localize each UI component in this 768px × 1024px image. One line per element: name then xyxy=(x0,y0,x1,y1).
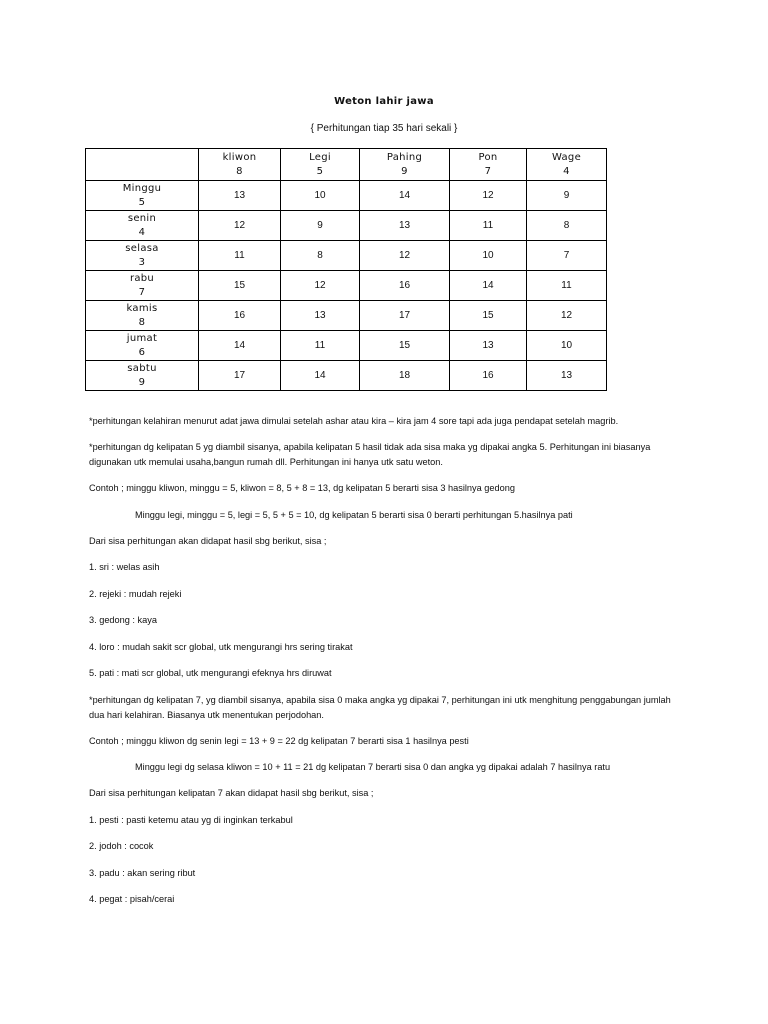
example-paragraph: Minggu legi dg selasa kliwon = 10 + 11 = 21 dg kelipatan 7 berarti sisa 0 dan angka yg dipakai adalah 7 hasilnya ratu xyxy=(135,762,611,772)
column-header: kliwon 8 xyxy=(199,149,281,181)
table-cell: 15 xyxy=(199,271,281,301)
table-cell: 14 xyxy=(360,181,450,211)
table-cell: 11 xyxy=(281,331,360,361)
list-item: 3. gedong : kaya xyxy=(89,615,157,625)
table-cell: 13 xyxy=(281,301,360,331)
example-paragraph: Contoh ; minggu kliwon, minggu = 5, kliwon = 8, 5 + 8 = 13, dg kelipatan 5 berarti sisa 3 hasilnya gedong xyxy=(89,483,515,493)
table-row xyxy=(86,361,607,391)
table-row xyxy=(86,271,607,301)
table-header-row xyxy=(86,149,607,181)
example-paragraph: Minggu legi, minggu = 5, legi = 5, 5 + 5 = 10, dg kelipatan 5 berarti sisa 0 berarti perhitungan 5.hasilnya pati xyxy=(135,510,573,520)
table-cell: 9 xyxy=(281,211,360,241)
document-subtitle: { Perhitungan tiap 35 hari sekali } xyxy=(310,123,458,134)
table-row xyxy=(86,301,607,331)
note-paragraph: *perhitungan dg kelipatan 5 yg diambil sisanya, apabila kelipatan 5 hasil tidak ada sisa maka yg dipakai angka 5. Perhitungan ini biasanya digunakan utk memulai usaha,bangun rumah dll. Perhitungan ini hanya utk satu weton. xyxy=(89,442,651,467)
table-cell: 10 xyxy=(450,241,527,271)
list-item: 2. jodoh : cocok xyxy=(89,841,154,851)
column-header: Legi 5 xyxy=(281,149,360,181)
list-item: 5. pati : mati scr global, utk mengurangi efeknya hrs diruwat xyxy=(89,668,332,678)
table-cell: 14 xyxy=(281,361,360,391)
list-item: 3. padu : akan sering ribut xyxy=(89,868,196,878)
table-cell: 13 xyxy=(360,211,450,241)
table-cell: 11 xyxy=(199,241,281,271)
list-item: 2. rejeki : mudah rejeki xyxy=(89,589,182,599)
table-cell: 13 xyxy=(450,331,527,361)
list-item: 1. pesti : pasti ketemu atau yg di inginkan terkabul xyxy=(89,815,293,825)
table-cell: 11 xyxy=(527,271,607,301)
table-row xyxy=(86,331,607,361)
table-row xyxy=(86,211,607,241)
column-header: Wage 4 xyxy=(527,149,607,181)
table-cell: 12 xyxy=(527,301,607,331)
list-item: 4. pegat : pisah/cerai xyxy=(89,894,175,904)
table-cell: 12 xyxy=(450,181,527,211)
row-header: Minggu 5 xyxy=(86,181,199,211)
table-cell: 8 xyxy=(527,211,607,241)
note-paragraph: *perhitungan dg kelipatan 7, yg diambil sisanya, apabila sisa 0 maka angka yg dipakai 7, perhitungan ini utk menghitung penggabungan jumlah dua hari kelahiran. Biasanya utk menentukan perjodohan. xyxy=(89,695,671,720)
table-cell: 13 xyxy=(527,361,607,391)
table-cell: 13 xyxy=(199,181,281,211)
note-paragraph: *perhitungan kelahiran menurut adat jawa dimulai setelah ashar atau kira – kira jam 4 sore tapi ada juga pendapat setelah magrib. xyxy=(89,416,619,426)
table-cell: 16 xyxy=(360,271,450,301)
table-cell: 8 xyxy=(281,241,360,271)
row-header: kamis 8 xyxy=(86,301,199,331)
table-cell: 12 xyxy=(360,241,450,271)
table-cell: 17 xyxy=(360,301,450,331)
table-cell: 18 xyxy=(360,361,450,391)
table-cell: 14 xyxy=(199,331,281,361)
example-paragraph: Contoh ; minggu kliwon dg senin legi = 13 + 9 = 22 dg kelipatan 7 berarti sisa 1 hasilnya pesti xyxy=(89,736,469,746)
column-header: Pahing 9 xyxy=(360,149,450,181)
table-row xyxy=(86,181,607,211)
table-cell: 7 xyxy=(527,241,607,271)
table-cell: 9 xyxy=(527,181,607,211)
table-cell: 15 xyxy=(450,301,527,331)
table-cell: 16 xyxy=(199,301,281,331)
row-header: sabtu 9 xyxy=(86,361,199,391)
table-cell: 11 xyxy=(450,211,527,241)
table-corner-cell xyxy=(86,149,199,181)
row-header: selasa 3 xyxy=(86,241,199,271)
table-cell: 16 xyxy=(450,361,527,391)
row-header: senin 4 xyxy=(86,211,199,241)
table-cell: 17 xyxy=(199,361,281,391)
table-cell: 10 xyxy=(527,331,607,361)
weton-table xyxy=(85,148,607,391)
list-item: 1. sri : welas asih xyxy=(89,562,160,572)
result-intro: Dari sisa perhitungan akan didapat hasil sbg berikut, sisa ; xyxy=(89,536,327,546)
column-header: Pon 7 xyxy=(450,149,527,181)
table-cell: 10 xyxy=(281,181,360,211)
row-header: rabu 7 xyxy=(86,271,199,301)
table-cell: 14 xyxy=(450,271,527,301)
row-header: jumat 6 xyxy=(86,331,199,361)
table-row xyxy=(86,241,607,271)
list-item: 4. loro : mudah sakit scr global, utk mengurangi hrs sering tirakat xyxy=(89,642,353,652)
table-cell: 12 xyxy=(199,211,281,241)
result-intro: Dari sisa perhitungan kelipatan 7 akan didapat hasil sbg berikut, sisa ; xyxy=(89,788,374,798)
table-cell: 12 xyxy=(281,271,360,301)
table-cell: 15 xyxy=(360,331,450,361)
document-title: Weton lahir jawa xyxy=(334,96,434,107)
